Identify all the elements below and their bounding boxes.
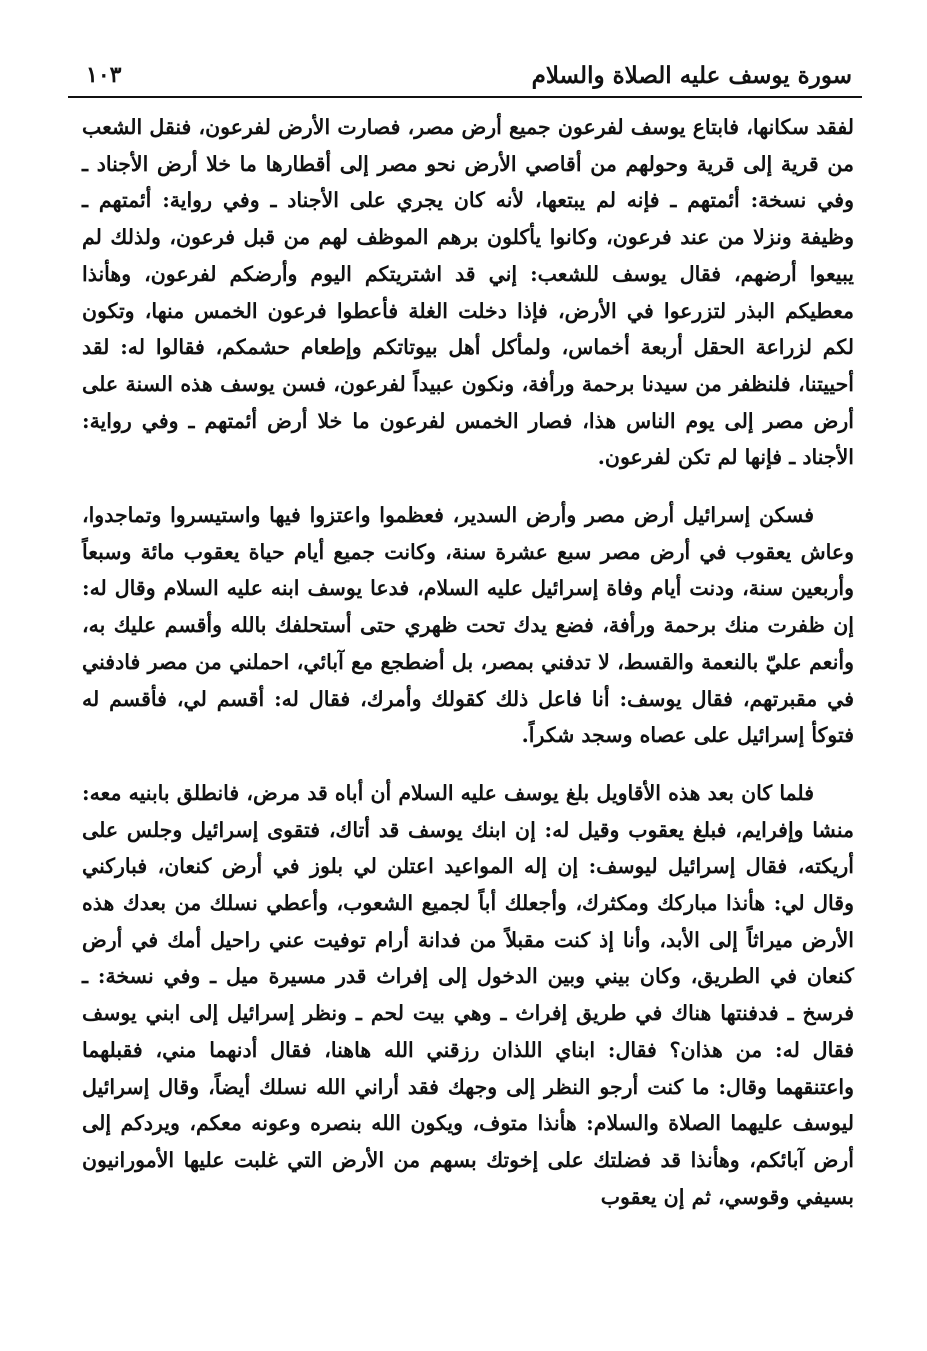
- page-header: [68, 46, 862, 90]
- page-number: ١٠٣: [86, 62, 122, 88]
- paragraph: لفقد سكانها، فابتاع يوسف لفرعون جميع أرض مصر، فصارت الأرض لفرعون، فنقل الشعب من قرية إلى قرية وحولهم من أقاصي الأرض نحو مصر إلى أقطارها ما خلا أرض الأجناد ـ وفي نسخة: أئمتهم ـ فإنه لم يبتعها، لأنه كان يجري على الأجناد ـ وفي رواية: أئمتهم ـ وظيفة ونزلا من عند فرعون، وكانوا يأكلون برهم الموظف لهم من قبل فرعون، ولذلك لم يبيعوا أرضهم، فقال يوسف للشعب: إني قد اشتريتكم اليوم وأرضكم لفرعون، وهأنذا معطيكم البذر لتزرعوا في الأرض، فإذا دخلت الغلة فأعطوا فرعون الخمس منها، وتكون لكم لزراعة الحقل أربعة أخماس، ولمأكل أهل بيوتاتكم وإطعام حشمكم، فقالوا له: لقد أحييتنا، فلنظفر من سيدنا برحمة ورأفة، ونكون عبيداً لفرعون، فسن يوسف هذه السنة على أرض مصر إلى يوم الناس هذا، فصار الخمس لفرعون ما خلا أرض أئمتهم ـ وفي رواية: الأجناد ـ فإنها لم تكن لفرعون.: [82, 115, 854, 470]
- running-title: سورة يوسف عليه الصلاة والسلام: [531, 62, 852, 89]
- body-text: [82, 109, 854, 1215]
- paragraph: فلما كان بعد هذه الأقاويل بلغ يوسف عليه السلام أن أباه قد مرض، فانطلق بابنيه معه: منشا وإفرايم، فبلغ يعقوب وقيل له: إن ابنك يوسف قد أتاك، فتقوى إسرائيل وجلس على أريكته، فقال إسرائيل ليوسف: إن إله المواعيد اعتلن لي بلوز في أرض كنعان، فباركني وقال لي: هأنذا مباركك ومكثرك، وأجعلك أباً لجميع الشعوب، وأعطي نسلك من بعدك هذه الأرض ميراثاً إلى الأبد، وأنا إذ كنت مقبلاً من فدانة أرام توفيت عني راحيل أمك في أرض كنعان في الطريق، وكان بيني وبين الدخول إلى إفراث قدر مسيرة ميل ـ وفي نسخة: ـ فرسخ ـ فدفنتها هناك في طريق إفراث ـ وهي بيت لحم ـ ونظر إسرائيل إلى ابني يوسف فقال له: من هذان؟ فقال: ابناي اللذان رزقني الله هاهنا، فقال أدنهما مني، فقبلهما واعتنقهما وقال: ما كنت أرجو النظر إلى وجهك فقد أراني الله نسلك أيضاً، وقال إسرائيل ليوسف عليهما الصلاة والسلام: هأنذا متوف، ويكون الله بنصره وعونه معكم، ويردكم إلى أرض آبائكم، وهأنذا قد فضلتك على إخوتك بسهم من الأرض التي غلبت عليها الأمورانيون بسيفي وقوسي، ثم إن يعقوب: [82, 780, 854, 1209]
- paragraph: فسكن إسرائيل أرض مصر وأرض السدير، فعظموا واعتزوا فيها واستيسروا وتماجدوا، وعاش يعقوب في أرض مصر سبع عشرة سنة، وكانت جميع أيام حياة يعقوب مائة وسبعاً وأربعين سنة، ودنت أيام وفاة إسرائيل عليه السلام، فدعا يوسف ابنه عليه السلام وقال له: إن ظفرت منك برحمة ورأفة، فضع يدك تحت ظهري حتى أستحلفك بالله وأقسم عليك به، وأنعم عليّ بالنعمة والقسط، لا تدفني بمصر، بل أضطجع مع آبائي، احملني من مصر فادفني في مقبرتهم، فقال يوسف: أنا فاعل ذلك كقولك وأمرك، فقال له: أقسم لي، فأقسم له فتوكأ إسرائيل على عصاه وسجد شكراً.: [82, 503, 854, 748]
- header-divider: [68, 96, 862, 98]
- book-page: [68, 46, 862, 1306]
